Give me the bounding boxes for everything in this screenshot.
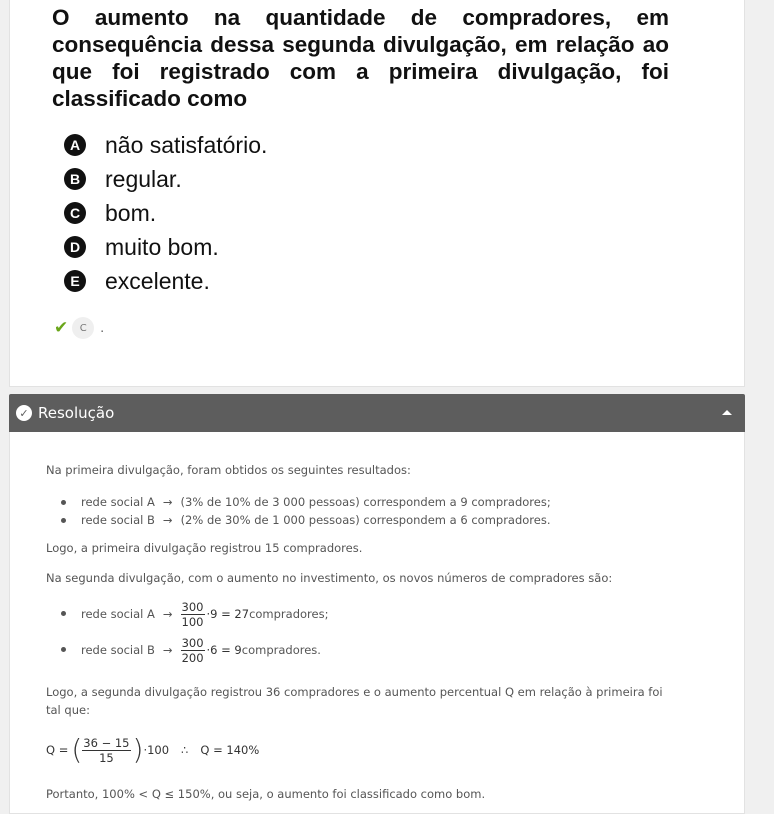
option-text-c: bom. bbox=[105, 200, 157, 226]
option-text-a: não satisfatório. bbox=[105, 132, 268, 158]
option-a[interactable] bbox=[64, 128, 267, 162]
option-e[interactable] bbox=[64, 264, 210, 298]
option-letter-a: A bbox=[64, 134, 86, 156]
conclusion: Portanto, 100% < Q ≤ 150%, ou seja, o aumento foi classificado como bom. bbox=[46, 787, 486, 801]
fraction-denominator: 200 bbox=[181, 650, 204, 665]
list-item bbox=[61, 512, 551, 529]
first-total: Logo, a primeira divulgação registrou 15 compradores. bbox=[46, 541, 363, 555]
fraction-denominator: 100 bbox=[181, 614, 204, 629]
option-c[interactable] bbox=[64, 196, 156, 230]
option-letter-d: D bbox=[64, 236, 86, 258]
resolution-title: Resolução bbox=[38, 404, 115, 422]
question-image bbox=[52, 0, 669, 300]
item-text: (2% de 30% de 1 000 pessoas) correspondem a 6 compradores. bbox=[180, 513, 551, 527]
item-expression: ·9 = 27 bbox=[206, 607, 250, 621]
therefore-icon: ∴ bbox=[181, 743, 189, 757]
resolution-body bbox=[9, 432, 745, 814]
option-d[interactable] bbox=[64, 230, 219, 264]
option-letter-b: B bbox=[64, 168, 86, 190]
arrow-icon: → bbox=[162, 495, 173, 509]
option-text-b: regular. bbox=[105, 166, 182, 192]
correct-answer bbox=[54, 316, 104, 340]
fraction bbox=[181, 600, 205, 629]
item-text: (3% de 10% de 3 000 pessoas) correspondem a 9 compradores; bbox=[180, 495, 551, 509]
resolution-intro: Na primeira divulgação, foram obtidos os seguintes resultados: bbox=[46, 463, 411, 477]
formula-lhs: Q = bbox=[46, 743, 69, 757]
formula-result: Q = 140% bbox=[200, 743, 260, 757]
paren-close: ) bbox=[132, 733, 144, 766]
check-icon: ✔ bbox=[54, 318, 69, 338]
list-item bbox=[61, 596, 328, 632]
second-intro: Na segunda divulgação, com o aumento no investimento, os novos números de compradores são: bbox=[46, 571, 613, 585]
item-label: rede social B bbox=[81, 513, 155, 527]
list-item bbox=[61, 494, 551, 511]
item-label: rede social A bbox=[81, 607, 155, 621]
paren-open: ( bbox=[71, 733, 83, 766]
item-label: rede social A bbox=[81, 495, 155, 509]
item-suffix: compradores; bbox=[249, 607, 329, 621]
option-letter-c: C bbox=[64, 202, 86, 224]
check-circle-icon: ✓ bbox=[16, 405, 32, 421]
arrow-icon: → bbox=[162, 607, 173, 621]
fraction-numerator: 36 − 15 bbox=[83, 735, 130, 750]
question-text: O aumento na quantidade de compradores, em consequência dessa segunda divulgação, em relação ao que foi registrado com a primeira divulgação, foi classificado como bbox=[52, 5, 669, 111]
fraction bbox=[181, 636, 205, 665]
list-item bbox=[61, 632, 321, 668]
option-letter-e: E bbox=[64, 270, 86, 292]
arrow-icon: → bbox=[162, 643, 173, 657]
item-suffix: compradores. bbox=[241, 643, 321, 657]
formula bbox=[46, 732, 259, 768]
arrow-icon: → bbox=[162, 513, 173, 527]
option-b[interactable] bbox=[64, 162, 182, 196]
option-text-d: muito bom. bbox=[105, 234, 219, 260]
answer-badge: C bbox=[72, 317, 94, 339]
formula-mult: ·100 bbox=[143, 743, 170, 757]
resolution-header[interactable] bbox=[9, 394, 745, 432]
item-expression: ·6 = 9 bbox=[206, 643, 242, 657]
item-label: rede social B bbox=[81, 643, 155, 657]
second-total-line-2: tal que: bbox=[46, 703, 90, 717]
fraction-numerator: 300 bbox=[181, 599, 204, 614]
option-text-e: excelente. bbox=[105, 268, 210, 294]
caret-up-icon[interactable] bbox=[722, 410, 732, 415]
question-card bbox=[9, 0, 745, 387]
fraction-numerator: 300 bbox=[181, 635, 204, 650]
fraction bbox=[82, 736, 130, 765]
fraction-denominator: 15 bbox=[99, 750, 114, 765]
second-total-line-1: Logo, a segunda divulgação registrou 36 compradores e o aumento percentual Q em relação à primeira foi bbox=[46, 685, 663, 699]
answer-suffix: . bbox=[100, 321, 105, 335]
